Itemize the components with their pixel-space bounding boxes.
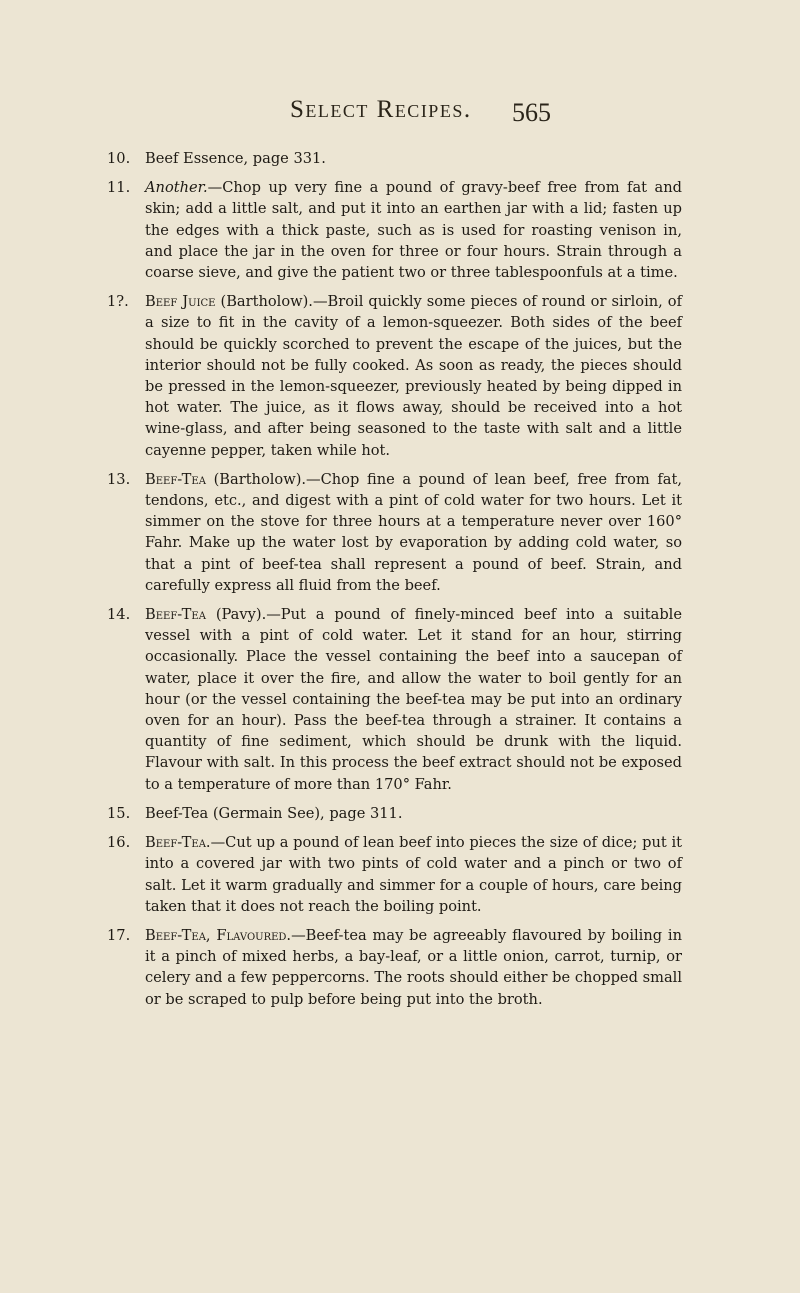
recipe-entry [107,469,682,596]
recipe-entry [107,925,682,1010]
recipe-number: 17. [107,926,131,944]
recipe-entry [107,832,682,917]
recipe-text: (Bartholow).—Broil quickly some pieces of round or sirloin, of a size to fit in the cavity of a lemon-squeezer. Both sides of the beef should be quickly scorched to prevent the escape of the juices, but the interior should not be fully cooked. As soon as ready, the pieces should be pressed in the lemon-squeezer, previously heated by being dipped in hot water. The juice, as it flows away, should be received into a hot wine-glass, and after being seasoned to the taste with salt and a little cayenne pepper, taken while hot. [145,293,682,459]
recipe-title: Beef Juice [145,293,216,311]
recipe-title: Beef Essence, page 331. [145,150,326,167]
recipe-text: —Chop up very fine a pound of gravy-beef free from fat and skin; add a little salt, and put it into an earthen jar with a lid; fasten up the edges with a thick paste, such as is used for roasting venison in, and place the jar in the oven for three or four hours. Strain through a coarse sieve, and give the patient two or three tablespoonfuls at a time. [145,179,682,282]
recipe-entry [107,177,682,283]
recipe-number: 14. [107,606,131,624]
recipe-title: Beef-Tea [145,470,206,488]
recipe-text: (Pavy).—Put a pound of finely-minced beef into a suitable vessel with a pint of cold water. Let it stand for an hour, stirring occasionally. Place the vessel containing the beef into a saucepan of water, place it over the fire, and allow the water to boil gently for an hour (or the vessel containing the beef-tea may be put into an ordinary oven for an hour). Pass the beef-tea through a strainer. It contains a quantity of fine sediment, which should be drunk with the liquid. Flavour with salt. In this process the beef extract should not be exposed to a temperature of more than 170° Fahr. [145,606,682,793]
recipe-number: 10. [107,150,131,167]
recipe-number: 15. [107,804,131,822]
page-header [0,96,800,136]
recipe-number: 16. [107,834,131,852]
recipe-entry [107,291,682,461]
recipe-text: —Cut up a pound of lean beef into pieces the size of dice; put it into a covered jar with two pints of cold water and a pinch or two of salt. Let it warm gradually and simmer for a couple of hours, care being taken that it does not reach the boiling point. [145,834,682,915]
recipe-title: Beef-Tea [145,606,206,624]
page-number: 565 [512,98,551,127]
recipe-title: Beef-Tea, Flavoured. [145,926,292,944]
running-title: Select Recipes. [290,96,472,123]
recipe-title: Beef-Tea (Germain See), page 311. [145,804,403,822]
recipe-entry [107,604,682,795]
recipe-number: 13. [107,470,131,488]
recipe-list [107,148,682,1018]
recipe-text: (Bartholow).—Chop fine a pound of lean beef, free from fat, tendons, etc., and digest with a pint of cold water for two hours. Let it simmer on the stove for three hours at a temperature never over 160° Fahr. Make up the water lost by evaporation by adding cold water, so that a pint of beef-tea shall represent a pound of beef. Strain, and carefully express all fluid from the beef. [145,470,682,594]
recipe-number: 11. [107,179,131,197]
recipe-number: 1?. [107,293,129,311]
recipe-entry [107,803,682,824]
recipe-title: Beef-Tea. [145,834,211,852]
recipe-text: —Beef-tea may be agreeably flavoured by boiling in it a pinch of mixed herbs, a bay-leaf, or a little onion, carrot, turnip, or celery and a few peppercorns. The roots should either be chopped small or be scraped to pulp before being put into the broth. [145,926,682,1008]
recipe-entry [107,148,682,169]
recipe-note: Another. [145,179,208,197]
